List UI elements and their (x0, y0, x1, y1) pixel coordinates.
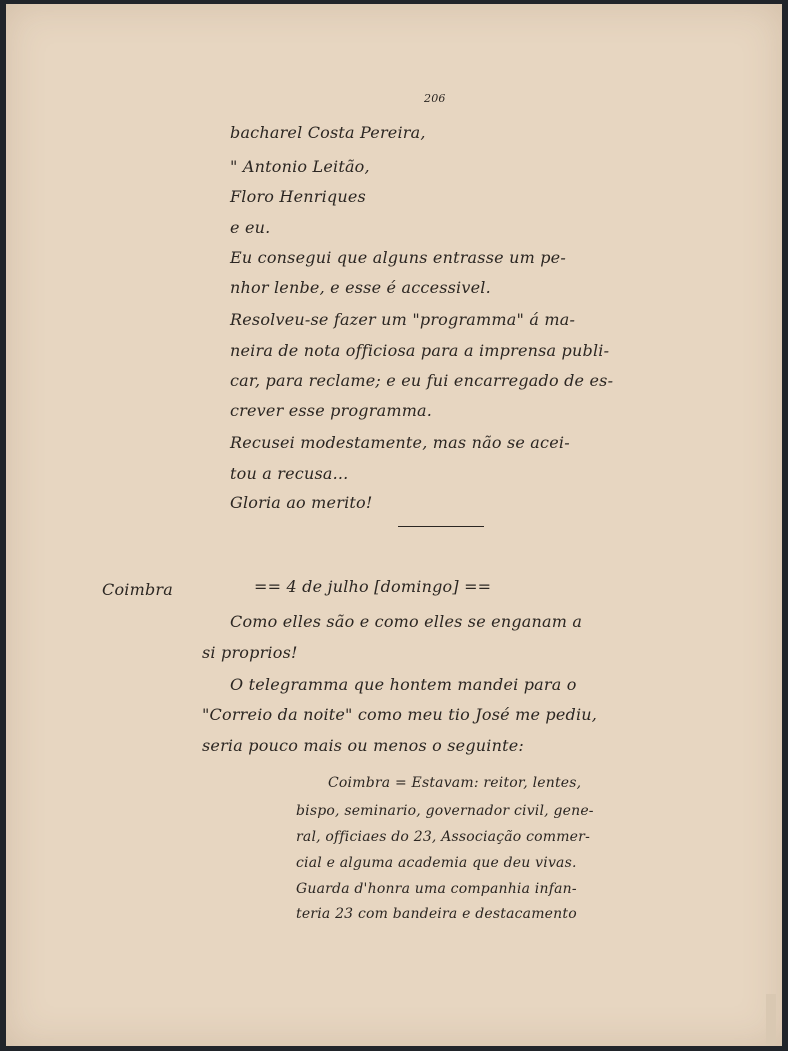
text-line: e eu. (230, 218, 271, 237)
telegram-line: Coimbra = Estavam: reitor, lentes, (328, 775, 582, 791)
text-line: Floro Henriques (230, 187, 366, 206)
telegram-line: teria 23 com bandeira e destacamento (296, 906, 577, 922)
text-line: Gloria ao merito! (230, 493, 373, 512)
manuscript-page (6, 4, 782, 1046)
text-line: Recusei modestamente, mas não se acei- (230, 433, 570, 452)
text-line: bacharel Costa Pereira, (230, 123, 426, 142)
text-line: neira de nota officiosa para a imprensa publi- (230, 341, 610, 360)
text-line: Como elles são e como elles se enganam a (230, 612, 583, 631)
text-line: Resolveu-se fazer um "programma" á ma- (230, 310, 576, 329)
telegram-line: Guarda d'honra uma companhia infan- (296, 881, 577, 897)
telegram-line: ral, officiaes do 23, Associação commer- (296, 829, 590, 845)
text-line: si proprios! (202, 643, 298, 662)
telegram-line: cial e alguma academia que deu vivas. (296, 855, 577, 871)
text-line: seria pouco mais ou menos o seguinte: (202, 736, 525, 755)
text-line: O telegramma que hontem mandei para o (230, 675, 577, 694)
text-line: crever esse programma. (230, 401, 433, 420)
text-line: "Correio da noite" como meu tio José me pediu, (202, 705, 598, 724)
text-line: car, para reclame; e eu fui encarregado de es- (230, 371, 614, 390)
text-line: nhor lenbe, e esse é accessivel. (230, 278, 491, 297)
text-line: Eu consegui que alguns entrasse um pe- (230, 248, 566, 267)
text-line: " Antonio Leitão, (230, 157, 370, 176)
torn-page-edge (766, 994, 776, 1044)
page-number: 206 (424, 92, 446, 105)
text-line: tou a recusa... (230, 464, 349, 483)
section-divider (398, 526, 484, 527)
margin-note: Coimbra (102, 580, 173, 599)
telegram-line: bispo, seminario, governador civil, gene- (296, 803, 594, 819)
date-heading: == 4 de julho [domingo] == (254, 577, 492, 596)
